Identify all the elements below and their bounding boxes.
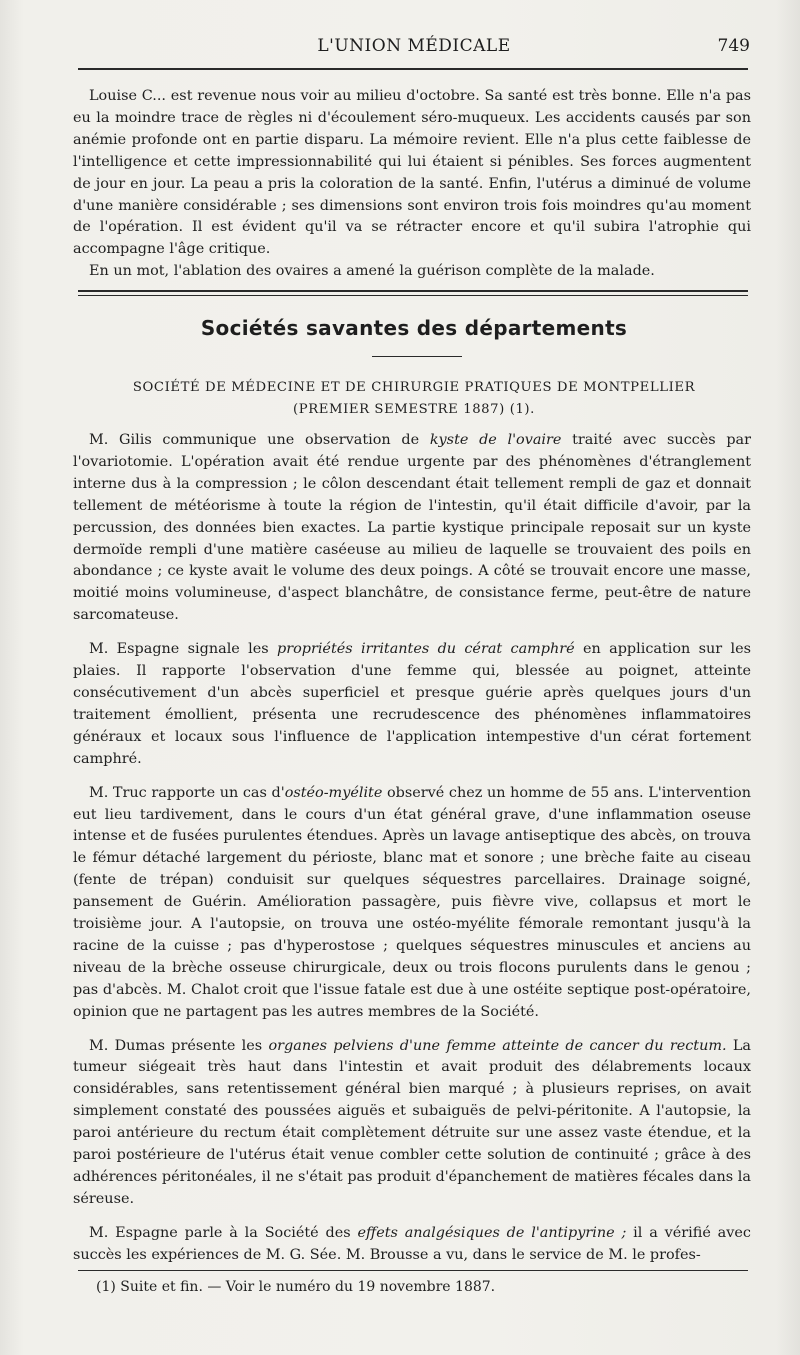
entry-espagne-cerat: M. Espagne signale les propriétés irritantes du cérat camphré en application sur les plaies. Il rapporte l'observation d'une femme qui, blessée au poignet, atteinte consécutivement d'un abcès superficiel et presque guérie après quelques jours d'un traitement émollient, présenta une recrudescence des phénomènes inflammatoires généraux et locaux sous l'influence de l'application intempestive d'un cérat fortement camphré. <box>73 641 751 767</box>
section-title: Sociétés savantes des départements <box>200 316 628 340</box>
entry-dumas: M. Dumas présente les organes pelviens d'une femme atteinte de cancer du rectum. La tumeur siégeait très haut dans l'intestin et avait produit des délabrements locaux considérables, sans retentissement général bien marqué ; à plusieurs reprises, on avait simplement constaté des poussées aiguës et subaiguës de pelvi-péritonite. A l'autopsie, la paroi antérieure du rectum était complètement détruite sur une assez vaste étendue, et la paroi postérieure de l'utérus était venue combler cette solution de continuité ; grâce à des adhérences péritonéales, il ne s'était pas produit d'épanchement de matières fécales dans la séreuse. <box>73 1037 751 1207</box>
footnote: (1) Suite et fin. — Voir le numéro du 19 novembre 1887. <box>96 1279 496 1295</box>
intro-paragraph: Louise C... est revenue nous voir au milieu d'octobre. Sa santé est très bonne. Elle n'a pas eu la moindre trace de règles ni d'écoulement séro-muqueux. Les accidents causés par son anémie profonde ont en partie disparu. La mémoire revient. Elle n'a plus cette faiblesse de l'intelligence et cette impressionnabilité qui lui étaient si pénibles. Ses forces augmentent de jour en jour. La peau a pris la coloration de la santé. Enfin, l'utérus a diminué de volume d'une manière considérable ; ses dimensions sont environ trois fois moindres qu'au moment de l'opération. Il est évident qu'il va se rétracter encore et qu'il subira l'atrophie qui accompagne l'âge critique. <box>73 88 751 258</box>
entry-espagne-antipyrine: M. Espagne parle à la Société des effets analgésiques de l'antipyrine ; il a vérifié avec succès les expériences de M. G. Sée. M. Brousse a vu, dans le service de M. le profes- <box>73 1224 751 1263</box>
section-rule <box>78 290 748 292</box>
journal-title: L'UNION MÉDICALE <box>317 36 511 56</box>
header-rule <box>78 68 748 70</box>
entry-gilis: M. Gilis communique une observation de kyste de l'ovaire traité avec succès par l'ovariotomie. L'opération avait été rendue urgente par des phénomènes d'étranglement interne dus à la compression ; le côlon descendant était tellement rempli de gaz et donnait tellement de météorisme à toute la région de l'intestin, qu'il était difficile d'avoir, par la percussion, des données bien exactes. La partie kystique principale reposait sur un kyste dermoïde rempli d'une matière caséeuse au milieu de laquelle se trouvaient des poils en abondance ; ce kyste avait le volume des deux poings. A côté se trouvait encore une masse, moitié moins volumineuse, d'aspect blanchâtre, de consistance ferme, peut-être de nature sarcomateuse. <box>73 432 751 624</box>
title-underline <box>372 356 462 357</box>
footnote-rule <box>78 1270 748 1271</box>
intro-paragraph: En un mot, l'ablation des ovaires a amené la guérison complète de la malade. <box>89 263 655 280</box>
society-name: SOCIÉTÉ DE MÉDECINE ET DE CHIRURGIE PRATIQUES DE MONTPELLIER <box>132 380 696 395</box>
entry-truc: M. Truc rapporte un cas d'ostéo-myélite observé chez un homme de 55 ans. L'intervention eut lieu tardivement, dans le cours d'un état général grave, d'une inflammation oseuse intense et de fusées purulentes étendues. Après un lavage antiseptique des abcès, on trouva le fémur détaché largement du périoste, blanc mat et sonore ; une brèche faite au ciseau (fente de trépan) conduisit sur quelques séquestres parcellaires. Drainage soigné, pansement de Guérin. Amélioration passagère, puis fièvre vive, collapsus et mort le troisième jour. A l'autopsie, on trouva une ostéo-myélite fémorale remontant jusqu'à la racine de la cuisse ; pas d'hyperostose ; quelques séquestres minuscules et anciens au niveau de la brèche osseuse chirurgicale, deux ou trois flocons purulents dans le genou ; pas d'abcès. M. Chalot croit que l'issue fatale est due à une ostéite septique post-opératoire, opinion que ne partagent pas les autres membres de la Société. <box>73 784 751 1020</box>
proceedings-text <box>73 430 751 1279</box>
society-period: (PREMIER SEMESTRE 1887) (1). <box>293 402 535 417</box>
running-header <box>78 32 750 62</box>
intro-text <box>73 86 751 283</box>
page-number: 749 <box>717 36 750 56</box>
